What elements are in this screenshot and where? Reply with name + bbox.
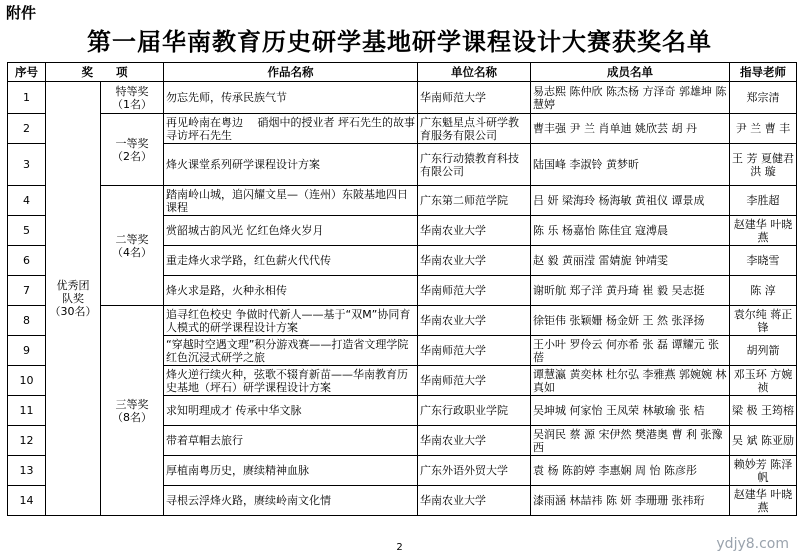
prize-count: （1名） — [112, 97, 152, 111]
mentor-name: 梁 极 王筠榕 — [730, 396, 797, 426]
row-number: 8 — [8, 306, 46, 336]
header-mentor: 指导老师 — [730, 63, 797, 82]
member-list: 陈 乐 杨嘉怡 陈佳宜 寇溥晨 — [531, 216, 730, 246]
work-title: 踏南岭山城，追闪耀文星—（连州）东陂基地四日课程 — [164, 186, 418, 216]
mentor-name: 赵建华 叶晓燕 — [730, 486, 797, 516]
org-name: 广东外语外贸大学 — [418, 456, 531, 486]
work-title: 烽火求是路，火种永相传 — [164, 276, 418, 306]
award-table — [7, 62, 797, 516]
table-header-row — [8, 63, 797, 82]
work-title: 带着草帽去旅行 — [164, 426, 418, 456]
member-list: 吴坤城 何家怡 王凤荣 林敏瑜 张 桔 — [531, 396, 730, 426]
work-title: 勿忘先师，传承民族气节 — [164, 82, 418, 114]
work-title: 求知明理成才 传承中华文脉 — [164, 396, 418, 426]
mentor-name: 尹 兰 曹 丰 — [730, 114, 797, 144]
work-title: 追寻红色校史 争做时代新人——基于“双M”协同育人模式的研学课程设计方案 — [164, 306, 418, 336]
member-list: 陆国峰 李淑铃 黄梦昕 — [531, 144, 730, 186]
member-list: 曹丰强 尹 兰 肖单迪 姚欣芸 胡 丹 — [531, 114, 730, 144]
mentor-name: 袁尔纯 蒋正锋 — [730, 306, 797, 336]
row-number: 9 — [8, 336, 46, 366]
header-work: 作品名称 — [164, 63, 418, 82]
prize-second-cell — [101, 186, 164, 306]
work-title: 再见岭南在粤边 硝烟中的授业者 坪石先生的故事 寻访坪石先生 — [164, 114, 418, 144]
org-name: 华南师范大学 — [418, 276, 531, 306]
prize-name: 二等奖 — [115, 232, 149, 246]
header-org: 单位名称 — [418, 63, 531, 82]
org-name: 华南师范大学 — [418, 366, 531, 396]
member-list: 袁 杨 陈韵婷 李惠娴 周 怡 陈彦彤 — [531, 456, 730, 486]
org-name: 华南农业大学 — [418, 216, 531, 246]
mentor-name: 胡列箭 — [730, 336, 797, 366]
row-number: 4 — [8, 186, 46, 216]
org-name: 广东第二师范学院 — [418, 186, 531, 216]
category-name: 优秀团队奖 — [56, 279, 90, 305]
row-number: 3 — [8, 144, 46, 186]
prize-special-cell — [101, 82, 164, 114]
row-number: 10 — [8, 366, 46, 396]
prize-name: 特等奖 — [115, 84, 149, 98]
member-list: 王小叶 罗伶云 何亦希 张 磊 谭耀元 张 蓓 — [531, 336, 730, 366]
org-name: 华南师范大学 — [418, 82, 531, 114]
table-row — [8, 306, 797, 336]
row-number: 7 — [8, 276, 46, 306]
prize-name: 一等奖 — [115, 136, 149, 150]
prize-third-cell — [101, 306, 164, 516]
org-name: 华南农业大学 — [418, 486, 531, 516]
header-index: 序号 — [8, 63, 46, 82]
member-list: 吕 妍 梁海玲 杨海敏 黄祖仪 谭景成 — [531, 186, 730, 216]
work-title: 厚植南粤历史，赓续精神血脉 — [164, 456, 418, 486]
org-name: 华南农业大学 — [418, 426, 531, 456]
org-name: 华南农业大学 — [418, 246, 531, 276]
mentor-name: 吴 斌 陈亚励 — [730, 426, 797, 456]
row-number: 12 — [8, 426, 46, 456]
header-members: 成员名单 — [531, 63, 730, 82]
category-count: （30名） — [49, 305, 97, 318]
member-list: 赵 毅 黄丽滢 雷婧旎 钟靖雯 — [531, 246, 730, 276]
row-number: 6 — [8, 246, 46, 276]
row-number: 13 — [8, 456, 46, 486]
org-name: 广东行动猿教育科技有限公司 — [418, 144, 531, 186]
mentor-name: 赖妙芳 陈泽帆 — [730, 456, 797, 486]
page-title: 第一届华南教育历史研学基地研学课程设计大赛获奖名单 — [87, 27, 712, 56]
work-title: “穿越时空遇文理”积分游戏赛——打造省文理学院红色沉浸式研学之旅 — [164, 336, 418, 366]
work-title: 寻根云浮烽火路，赓续岭南文化情 — [164, 486, 418, 516]
member-list: 谢昕航 郑子洋 黄丹琦 崔 毅 吴志挺 — [531, 276, 730, 306]
mentor-name: 李晓雪 — [730, 246, 797, 276]
header-prize: 奖 项 — [46, 63, 164, 82]
row-number: 5 — [8, 216, 46, 246]
org-name: 广东行政职业学院 — [418, 396, 531, 426]
work-title: 重走烽火求学路，红色薪火代代传 — [164, 246, 418, 276]
mentor-name: 赵建华 叶晓燕 — [730, 216, 797, 246]
table-row — [8, 82, 797, 114]
row-number: 11 — [8, 396, 46, 426]
watermark: ydjy8.com — [716, 536, 789, 552]
org-name: 华南师范大学 — [418, 336, 531, 366]
prize-name: 三等奖 — [115, 397, 149, 411]
member-list: 吴润民 蔡 源 宋伊然 樊港奥 曹 利 张豫西 — [531, 426, 730, 456]
work-title: 烽火逆行续火种，弦歌不辍育新苗——华南教育历史基地（坪石）研学课程设计方案 — [164, 366, 418, 396]
prize-count: （2名） — [112, 149, 152, 163]
page-number: 2 — [396, 542, 403, 553]
member-list: 漆雨涵 林喆祎 陈 妍 李珊珊 张祎珩 — [531, 486, 730, 516]
org-name: 华南农业大学 — [418, 306, 531, 336]
row-number: 1 — [8, 82, 46, 114]
mentor-name: 李胜超 — [730, 186, 797, 216]
mentor-name: 邓玉环 方婉祯 — [730, 366, 797, 396]
prize-count: （8名） — [112, 410, 152, 424]
table-row — [8, 114, 797, 144]
mentor-name: 陈 淳 — [730, 276, 797, 306]
attachment-label: 附件 — [6, 4, 37, 22]
prize-count: （4名） — [112, 245, 152, 259]
row-number: 14 — [8, 486, 46, 516]
prize-first-cell — [101, 114, 164, 186]
member-list: 徐钜伟 张颖姗 杨金妍 王 然 张泽扬 — [531, 306, 730, 336]
mentor-name: 王 芳 夏健君 洪 璇 — [730, 144, 797, 186]
table-row — [8, 186, 797, 216]
work-title: 烽火课堂系列研学课程设计方案 — [164, 144, 418, 186]
row-number: 2 — [8, 114, 46, 144]
mentor-name: 郑宗清 — [730, 82, 797, 114]
work-title: 赏韶城古韵风光 忆红色烽火岁月 — [164, 216, 418, 246]
category-cell — [46, 82, 101, 516]
member-list: 易志熙 陈仲欣 陈杰杨 方泽奇 郭雄坤 陈慧婷 — [531, 82, 730, 114]
org-name: 广东魁星点斗研学教育服务有限公司 — [418, 114, 531, 144]
member-list: 谭慧瀛 黄奕林 杜尔弘 李雅燕 郭婉婉 林真如 — [531, 366, 730, 396]
